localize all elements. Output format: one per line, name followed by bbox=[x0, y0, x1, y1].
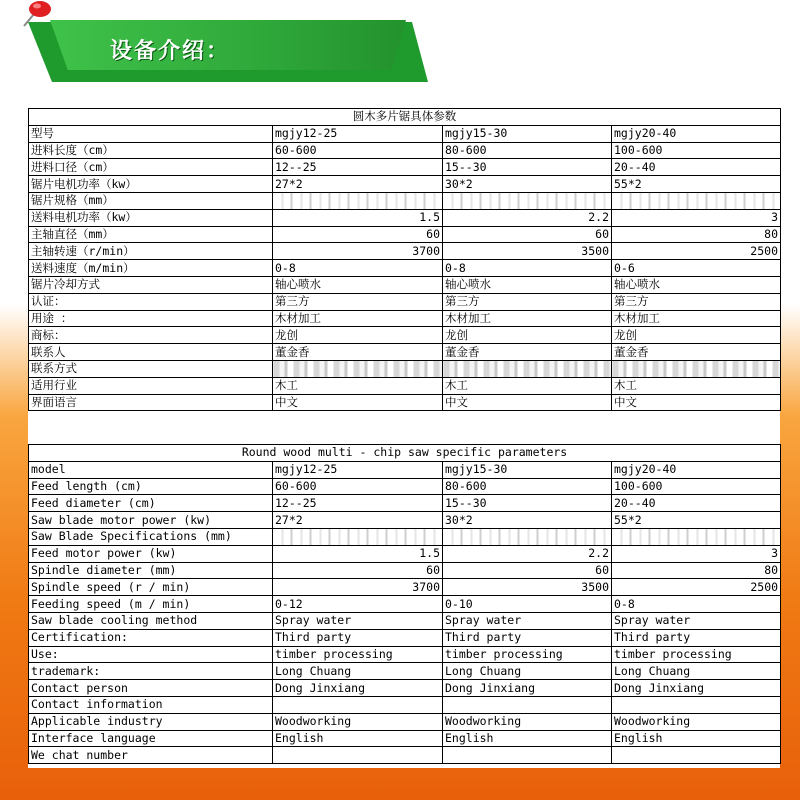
row-label: 商标： bbox=[29, 327, 273, 344]
row-label: Saw blade motor power (kw) bbox=[29, 512, 273, 529]
row-label: 用途 ： bbox=[29, 310, 273, 327]
row-label: model bbox=[29, 461, 273, 478]
row-value: 20--40 bbox=[612, 495, 781, 512]
row-value: timber processing bbox=[443, 646, 612, 663]
row-value bbox=[273, 696, 443, 713]
row-label: 主轴直径（mm） bbox=[29, 226, 273, 243]
row-value: 0-8 bbox=[443, 260, 612, 277]
table-row bbox=[29, 562, 781, 579]
row-label: Contact person bbox=[29, 680, 273, 697]
row-label: 锯片电机功率（kw） bbox=[29, 176, 273, 193]
row-value: 60 bbox=[273, 562, 443, 579]
row-value: 27*2 bbox=[273, 176, 443, 193]
table-row bbox=[29, 159, 781, 176]
table-row bbox=[29, 629, 781, 646]
row-value: Dong Jinxiang bbox=[443, 680, 612, 697]
row-value bbox=[443, 696, 612, 713]
table-row bbox=[29, 310, 781, 327]
row-value: 100-600 bbox=[612, 142, 781, 159]
row-value bbox=[612, 192, 781, 209]
row-value: mgjy20-40 bbox=[612, 461, 781, 478]
row-value: 董金香 bbox=[443, 344, 612, 361]
row-value: 30*2 bbox=[443, 512, 612, 529]
row-value: 1.5 bbox=[273, 209, 443, 226]
row-value: Third party bbox=[612, 629, 781, 646]
table-row bbox=[29, 747, 781, 764]
row-value: Woodworking bbox=[443, 713, 612, 730]
table-row bbox=[29, 260, 781, 277]
row-value: 木工 bbox=[443, 377, 612, 394]
row-value: 12--25 bbox=[273, 159, 443, 176]
row-label: 型号 bbox=[29, 125, 273, 142]
row-value bbox=[443, 360, 612, 377]
row-label: 进料口径（cm） bbox=[29, 159, 273, 176]
row-value: timber processing bbox=[612, 646, 781, 663]
row-value: mgjy15-30 bbox=[443, 125, 612, 142]
row-value: 12--25 bbox=[273, 495, 443, 512]
table-row bbox=[29, 209, 781, 226]
table-row bbox=[29, 478, 781, 495]
row-value: mgjy12-25 bbox=[273, 125, 443, 142]
table-row bbox=[29, 327, 781, 344]
table-row bbox=[29, 495, 781, 512]
row-value bbox=[443, 192, 612, 209]
row-label: Use: bbox=[29, 646, 273, 663]
table-row bbox=[29, 730, 781, 747]
row-value: 80 bbox=[612, 562, 781, 579]
row-label: 送料电机功率（kw） bbox=[29, 209, 273, 226]
row-value: 60 bbox=[443, 562, 612, 579]
row-value: Long Chuang bbox=[612, 663, 781, 680]
row-value bbox=[443, 747, 612, 764]
row-value: 3700 bbox=[273, 579, 443, 596]
row-value: Third party bbox=[443, 629, 612, 646]
row-value: mgjy12-25 bbox=[273, 461, 443, 478]
row-value: 80-600 bbox=[443, 478, 612, 495]
row-label: Certification: bbox=[29, 629, 273, 646]
row-value: 60-600 bbox=[273, 142, 443, 159]
row-value: 第三方 bbox=[273, 293, 443, 310]
row-label: Feed diameter (cm) bbox=[29, 495, 273, 512]
row-value: 中文 bbox=[443, 394, 612, 411]
row-value: 轴心喷水 bbox=[612, 276, 781, 293]
row-label: Feed motor power (kw) bbox=[29, 545, 273, 562]
row-value: 0-8 bbox=[612, 596, 781, 613]
row-value: Spray water bbox=[443, 612, 612, 629]
row-label: 界面语言 bbox=[29, 394, 273, 411]
row-label: 锯片规格（mm） bbox=[29, 192, 273, 209]
row-value: 2500 bbox=[612, 579, 781, 596]
row-label: Spindle diameter (mm) bbox=[29, 562, 273, 579]
row-value bbox=[612, 747, 781, 764]
row-value: 15--30 bbox=[443, 495, 612, 512]
row-value bbox=[612, 360, 781, 377]
row-value: English bbox=[273, 730, 443, 747]
row-value: 董金香 bbox=[273, 344, 443, 361]
row-value: 100-600 bbox=[612, 478, 781, 495]
row-value: 0-6 bbox=[612, 260, 781, 277]
row-value: 轴心喷水 bbox=[273, 276, 443, 293]
row-value: English bbox=[612, 730, 781, 747]
row-value: 2500 bbox=[612, 243, 781, 260]
row-value: 董金香 bbox=[612, 344, 781, 361]
row-value: Spray water bbox=[612, 612, 781, 629]
row-value: Spray water bbox=[273, 612, 443, 629]
row-value: 0-12 bbox=[273, 596, 443, 613]
english-spec-table bbox=[28, 444, 781, 764]
row-value: 15--30 bbox=[443, 159, 612, 176]
table-row bbox=[29, 713, 781, 730]
row-value: Woodworking bbox=[612, 713, 781, 730]
table-row bbox=[29, 176, 781, 193]
row-value: mgjy20-40 bbox=[612, 125, 781, 142]
row-value: 3500 bbox=[443, 579, 612, 596]
row-value bbox=[612, 696, 781, 713]
row-value: 轴心喷水 bbox=[443, 276, 612, 293]
row-label: 认证： bbox=[29, 293, 273, 310]
table-row bbox=[29, 512, 781, 529]
row-value: 0-8 bbox=[273, 260, 443, 277]
row-value: 60 bbox=[273, 226, 443, 243]
table-row bbox=[29, 663, 781, 680]
row-value: 20--40 bbox=[612, 159, 781, 176]
spec-sheet bbox=[28, 108, 780, 768]
row-value: 2.2 bbox=[443, 545, 612, 562]
row-value: 60-600 bbox=[273, 478, 443, 495]
row-value: 2.2 bbox=[443, 209, 612, 226]
row-value: 龙创 bbox=[443, 327, 612, 344]
row-value: 中文 bbox=[273, 394, 443, 411]
table-row bbox=[29, 545, 781, 562]
chinese-table-title: 圆木多片锯具体参数 bbox=[29, 109, 781, 126]
row-value: 木材加工 bbox=[273, 310, 443, 327]
row-value: 中文 bbox=[612, 394, 781, 411]
english-table-title: Round wood multi - chip saw specific parameters bbox=[29, 445, 781, 462]
row-label: 送料速度（m/min） bbox=[29, 260, 273, 277]
table-row bbox=[29, 243, 781, 260]
row-label: 主轴转速（r/min） bbox=[29, 243, 273, 260]
row-value bbox=[273, 747, 443, 764]
row-value: Dong Jinxiang bbox=[612, 680, 781, 697]
row-value: 龙创 bbox=[273, 327, 443, 344]
row-value: 80 bbox=[612, 226, 781, 243]
row-value bbox=[273, 528, 443, 545]
row-value: Woodworking bbox=[273, 713, 443, 730]
row-value bbox=[273, 360, 443, 377]
row-value: 3 bbox=[612, 545, 781, 562]
row-value bbox=[612, 528, 781, 545]
table-row bbox=[29, 377, 781, 394]
row-label: Contact information bbox=[29, 696, 273, 713]
table-row bbox=[29, 612, 781, 629]
row-value: 27*2 bbox=[273, 512, 443, 529]
row-value: 55*2 bbox=[612, 176, 781, 193]
row-label: 进料长度（cm） bbox=[29, 142, 273, 159]
row-value: 80-600 bbox=[443, 142, 612, 159]
row-value: mgjy15-30 bbox=[443, 461, 612, 478]
row-value: 木工 bbox=[612, 377, 781, 394]
table-row bbox=[29, 125, 781, 142]
row-label: Feed length (cm) bbox=[29, 478, 273, 495]
row-label: Feeding speed (m / min) bbox=[29, 596, 273, 613]
row-value: Third party bbox=[273, 629, 443, 646]
row-value: 60 bbox=[443, 226, 612, 243]
table-row bbox=[29, 142, 781, 159]
row-value: 木材加工 bbox=[443, 310, 612, 327]
row-value: Long Chuang bbox=[273, 663, 443, 680]
table-row bbox=[29, 696, 781, 713]
table-row bbox=[29, 646, 781, 663]
row-label: 适用行业 bbox=[29, 377, 273, 394]
table-row bbox=[29, 461, 781, 478]
chinese-spec-table bbox=[28, 108, 781, 411]
row-label: trademark: bbox=[29, 663, 273, 680]
row-value: 0-10 bbox=[443, 596, 612, 613]
row-value: 1.5 bbox=[273, 545, 443, 562]
row-value: English bbox=[443, 730, 612, 747]
row-value: Dong Jinxiang bbox=[273, 680, 443, 697]
row-label: We chat number bbox=[29, 747, 273, 764]
row-label: Spindle speed (r / min) bbox=[29, 579, 273, 596]
row-value: Long Chuang bbox=[443, 663, 612, 680]
table-row bbox=[29, 276, 781, 293]
table-row bbox=[29, 596, 781, 613]
row-label: Interface language bbox=[29, 730, 273, 747]
row-value: 3500 bbox=[443, 243, 612, 260]
row-value: 30*2 bbox=[443, 176, 612, 193]
table-row bbox=[29, 192, 781, 209]
banner-title: 设备介绍： bbox=[110, 39, 231, 64]
table-row bbox=[29, 579, 781, 596]
table-row bbox=[29, 344, 781, 361]
table-row bbox=[29, 226, 781, 243]
row-label: 联系人 bbox=[29, 344, 273, 361]
row-value: 3700 bbox=[273, 243, 443, 260]
row-label: Applicable industry bbox=[29, 713, 273, 730]
table-row bbox=[29, 394, 781, 411]
row-value: 木材加工 bbox=[612, 310, 781, 327]
row-value: 3 bbox=[612, 209, 781, 226]
row-value bbox=[273, 192, 443, 209]
row-label: Saw blade cooling method bbox=[29, 612, 273, 629]
row-label: 联系方式 bbox=[29, 360, 273, 377]
row-value: 55*2 bbox=[612, 512, 781, 529]
table-row bbox=[29, 680, 781, 697]
table-row bbox=[29, 293, 781, 310]
row-label: Saw Blade Specifications (mm) bbox=[29, 528, 273, 545]
row-label: 锯片冷却方式 bbox=[29, 276, 273, 293]
row-value: 第三方 bbox=[443, 293, 612, 310]
row-value: 龙创 bbox=[612, 327, 781, 344]
row-value: 第三方 bbox=[612, 293, 781, 310]
row-value: 木工 bbox=[273, 377, 443, 394]
table-row bbox=[29, 360, 781, 377]
row-value bbox=[443, 528, 612, 545]
row-value: timber processing bbox=[273, 646, 443, 663]
table-row bbox=[29, 528, 781, 545]
